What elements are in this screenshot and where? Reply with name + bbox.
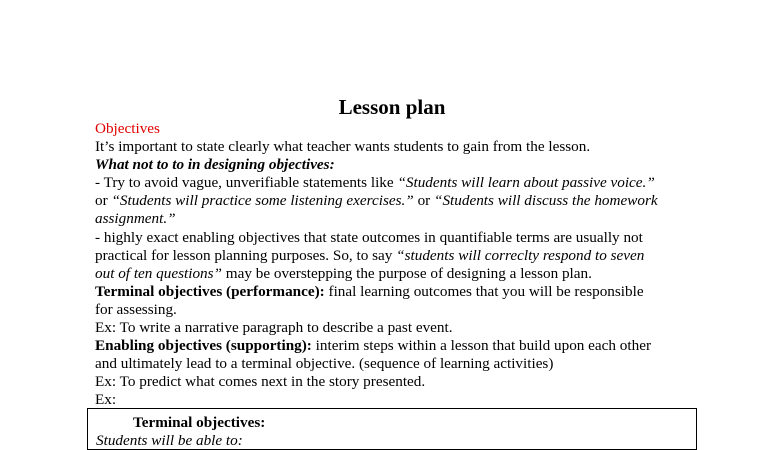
bullet-2-line-1: - highly exact enabling objectives that state outcomes in quantifiable terms are usually not <box>95 229 643 246</box>
bullet-1-line-1 <box>95 174 695 192</box>
terminal-text-1: final learning outcomes that you will be responsible <box>324 283 644 300</box>
bullet-1-or-2: or <box>413 192 435 209</box>
bullet-2-quote-a: “students will correclty respond to seven <box>396 247 645 264</box>
bullet-2-text: practical for lesson planning purposes. So, to say <box>95 247 397 264</box>
bullet-2-line-2 <box>95 247 695 265</box>
bullet-1-or-1: or <box>95 192 112 209</box>
bullet-1-quote-2: “Students will practice some listening exercises.” <box>111 192 414 209</box>
table-subtitle: Students will be able to: <box>96 432 243 449</box>
terminal-label: Terminal objectives (performance): <box>95 283 325 300</box>
bullet-1-quote-1: “Students will learn about passive voice.” <box>397 174 655 191</box>
terminal-text-2: for assessing. <box>95 301 177 318</box>
bullet-2-quote-b: out of ten questions” <box>95 265 222 282</box>
ex-label: Ex: <box>95 391 117 408</box>
terminal-objectives-table <box>87 408 697 450</box>
enabling-label: Enabling objectives (supporting): <box>95 337 312 354</box>
page-title: Lesson plan <box>338 95 446 119</box>
enabling-text-2: and ultimately lead to a terminal objective. (sequence of learning activities) <box>95 355 554 372</box>
terminal-example: Ex: To write a narrative paragraph to describe a past event. <box>95 319 453 336</box>
bullet-2-tail: may be overstepping the purpose of designing a lesson plan. <box>222 265 592 282</box>
table-title: Terminal objectives: <box>133 414 266 431</box>
bullet-1-quote-3b: assignment.” <box>95 210 176 227</box>
bullet-1-quote-3a: “Students will discuss the homework <box>434 192 658 209</box>
what-not-heading: What not to to in designing objectives: <box>95 156 335 173</box>
enabling-example: Ex: To predict what comes next in the story presented. <box>95 373 426 390</box>
objectives-heading: Objectives <box>95 120 160 137</box>
intro-text: It’s important to state clearly what teacher wants students to gain from the lesson. <box>95 138 591 155</box>
bullet-1-prefix: - Try to avoid vague, unverifiable statements like <box>95 174 398 191</box>
terminal-line-1 <box>95 283 695 301</box>
enabling-text-1: interim steps within a lesson that build upon each other <box>311 337 651 354</box>
enabling-line-1 <box>95 337 695 355</box>
bullet-1-line-2 <box>95 192 695 210</box>
bullet-2-line-3 <box>95 265 695 283</box>
